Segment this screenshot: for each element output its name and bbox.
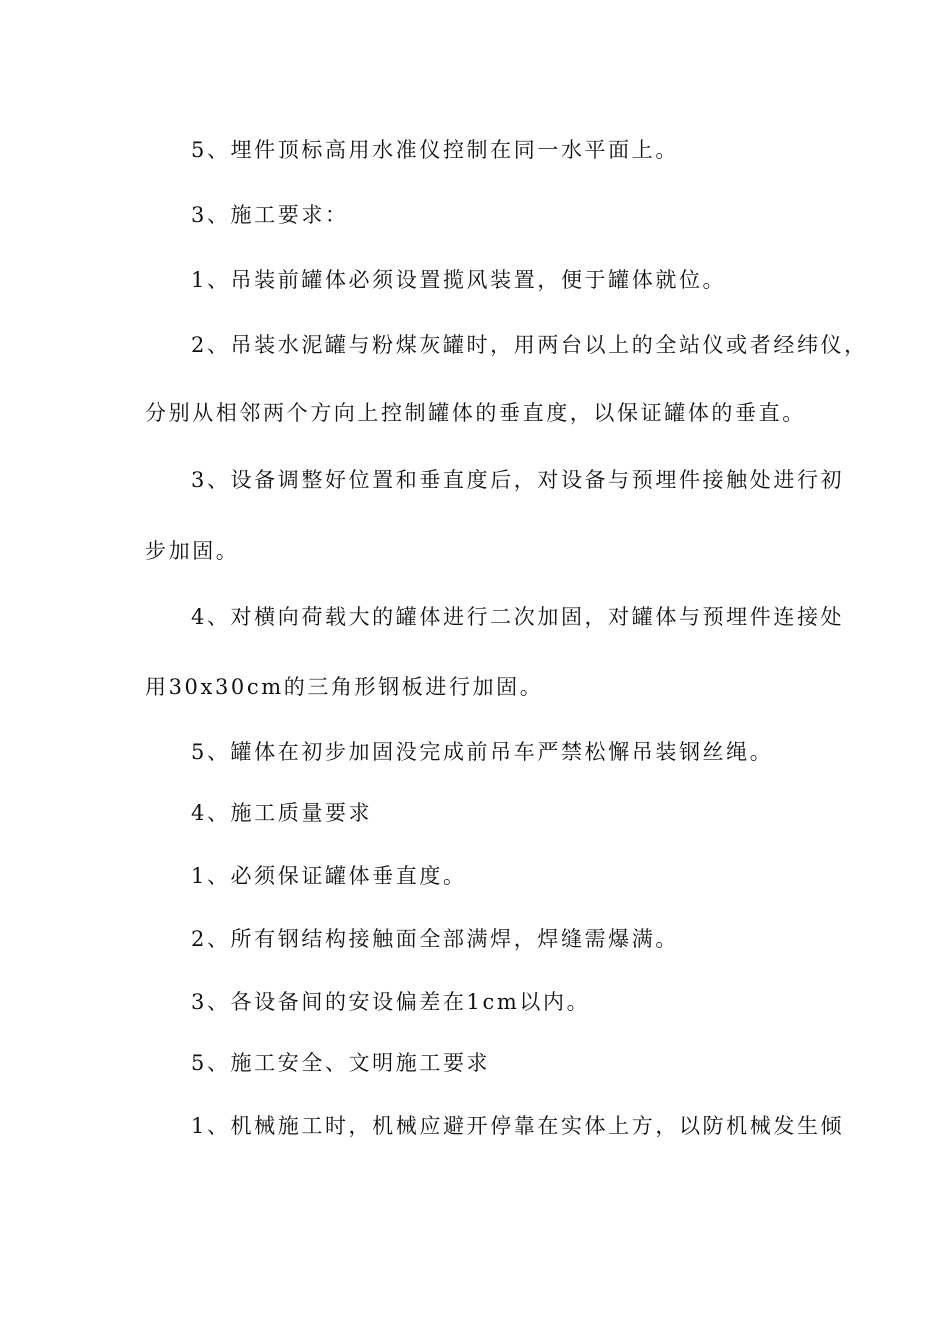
paragraph-line: 3、各设备间的安设偏差在1cm以内。: [191, 990, 591, 1014]
paragraph-line: 2、所有钢结构接触面全部满焊，焊缝需爆满。: [191, 927, 679, 951]
paragraph-line: 3、设备调整好位置和垂直度后，对设备与预埋件接触处进行初: [191, 468, 845, 492]
paragraph-line: 分别从相邻两个方向上控制罐体的垂直度，以保证罐体的垂直。: [145, 401, 806, 425]
paragraph-line: 4、对横向荷载大的罐体进行二次加固，对罐体与预埋件连接处: [191, 605, 845, 629]
section-heading: 4、施工质量要求: [191, 801, 373, 825]
section-heading: 3、施工要求：: [191, 203, 349, 227]
paragraph-line: 用30x30cm的三角形钢板进行加固。: [145, 675, 544, 699]
section-heading: 5、施工安全、文明施工要求: [191, 1051, 491, 1075]
paragraph-line: 1、机械施工时，机械应避开停靠在实体上方，以防机械发生倾: [191, 1114, 845, 1138]
paragraph-line: 5、埋件顶标高用水准仪控制在同一水平面上。: [191, 138, 679, 162]
paragraph-line: 2、吊装水泥罐与粉煤灰罐时，用两台以上的全站仪或者经纬仪，: [191, 333, 868, 357]
paragraph-line: 5、罐体在初步加固没完成前吊车严禁松懈吊装钢丝绳。: [191, 740, 774, 764]
paragraph-line: 步加固。: [145, 539, 240, 563]
paragraph-line: 1、必须保证罐体垂直度。: [191, 864, 467, 888]
paragraph-line: 1、吊装前罐体必须设置揽风装置，便于罐体就位。: [191, 268, 727, 292]
